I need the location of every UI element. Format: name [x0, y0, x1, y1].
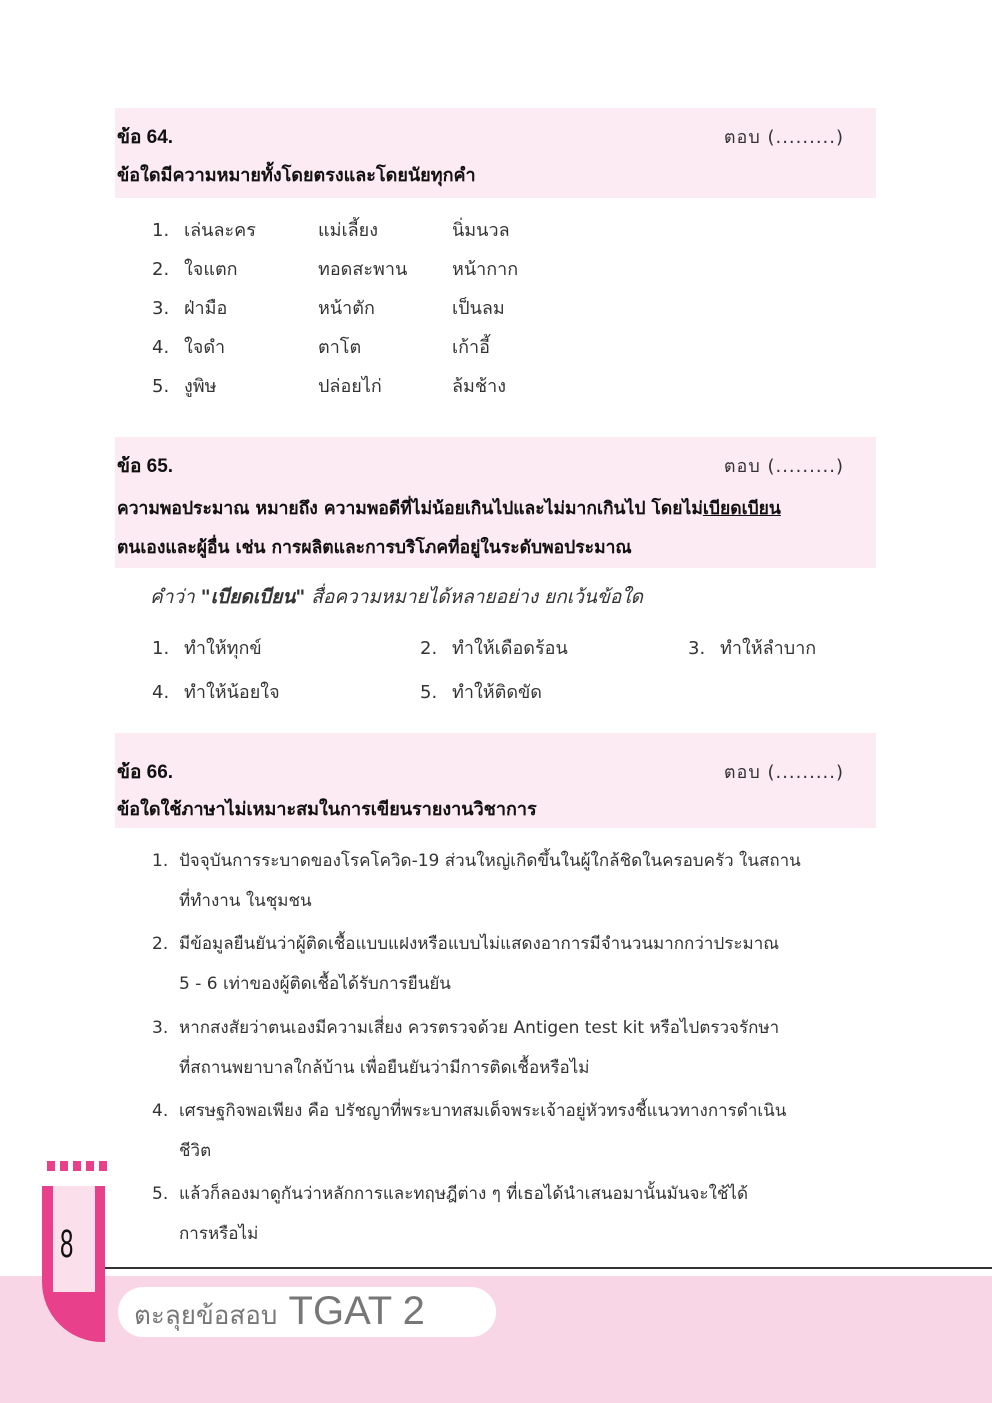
option-word: งูพิษ — [184, 376, 217, 397]
option-text-continued: ที่ทำงาน ในชุมชน — [179, 891, 312, 911]
question-number: ข้อ 66. — [117, 762, 174, 783]
question-stem: ข้อใดใช้ภาษาไม่เหมาะสมในการเขียนรายงานวิชาการ — [117, 799, 537, 820]
option-item — [152, 1091, 876, 1171]
option-text: ทำให้ทุกข์ — [184, 638, 262, 659]
book-title-thai: ตะลุยข้อสอบ — [134, 1300, 278, 1330]
option-text-continued: การหรือไม่ — [179, 1224, 259, 1244]
option-text-continued: ชีวิต — [179, 1141, 212, 1161]
option-text: ทำให้ติดขัด — [452, 682, 542, 703]
option-row — [688, 633, 816, 662]
option-word: เล่นละคร — [184, 220, 256, 241]
book-title-pill — [118, 1287, 496, 1337]
option-number: 3. — [152, 298, 170, 319]
option-text-continued: 5 - 6 เท่าของผู้ติดเชื้อได้รับการยืนยัน — [179, 974, 451, 994]
option-text-continued: ที่สถานพยาบาลใกล้บ้าน เพื่อยืนยันว่ามีการติดเชื้อหรือไม่ — [179, 1058, 590, 1078]
option-number: 2. — [420, 638, 438, 659]
question-number: ข้อ 65. — [117, 456, 174, 477]
option-word: เป็นลม — [452, 298, 505, 319]
question-stem-line-2: ตนเองและผู้อื่น เช่น การผลิตและการบริโภคที่อยู่ในระดับพอประมาณ — [117, 538, 632, 558]
option-word: หน้าตัก — [318, 298, 375, 319]
question-stem: ข้อใดมีความหมายทั้งโดยตรงและโดยนัยทุกคำ — [117, 165, 476, 186]
option-item — [152, 1008, 876, 1088]
option-word: ใจแตก — [184, 259, 238, 280]
option-text: ทำให้ลำบาก — [720, 638, 817, 659]
answer-blank: ตอบ (.........) — [723, 456, 844, 477]
option-number: 1. — [152, 220, 170, 241]
option-number: 3. — [152, 1018, 169, 1038]
option-number: 5. — [152, 1184, 169, 1204]
option-word: ตาโต — [318, 337, 362, 358]
option-word: ใจดำ — [184, 337, 226, 358]
option-row — [152, 293, 227, 322]
option-item — [152, 841, 876, 921]
option-text: ทำให้น้อยใจ — [184, 682, 280, 703]
option-row — [152, 254, 238, 283]
option-word: แม่เลี้ยง — [318, 220, 378, 241]
question-65-header — [115, 437, 876, 568]
answer-blank: ตอบ (.........) — [723, 762, 844, 783]
option-row — [152, 332, 225, 361]
option-word: เก้าอี้ — [452, 337, 490, 358]
option-word: ปล่อยไก่ — [318, 376, 382, 397]
option-number: 2. — [152, 259, 170, 280]
book-title-latin: TGAT 2 — [288, 1289, 425, 1333]
option-row — [152, 371, 217, 400]
footer-divider — [103, 1267, 992, 1269]
option-text: เศรษฐกิจพอเพียง คือ ปรัชญาที่พระบาทสมเด็จพระเจ้าอยู่หัวทรงชี้แนวทางการดำเนิน — [179, 1101, 787, 1121]
question-instruction — [150, 582, 643, 612]
decorative-dots — [47, 1159, 107, 1171]
book-title — [134, 1289, 425, 1336]
option-word: นิ่มนวล — [452, 220, 510, 241]
option-text: มีข้อมูลยืนยันว่าผู้ติดเชื้อแบบแฝงหรือแบบไม่แสดงอาการมีจำนวนมากกว่าประมาณ — [179, 934, 780, 954]
stem-text: ความพอประมาณ หมายถึง ความพอดีที่ไม่น้อยเกินไปและไม่มากเกินไป โดยไม่ — [117, 499, 703, 519]
answer-blank: ตอบ (.........) — [723, 127, 844, 148]
instruction-text: สื่อความหมายได้หลายอย่าง ยกเว้นข้อใด — [305, 586, 643, 608]
option-text: ทำให้เดือดร้อน — [452, 638, 568, 659]
question-number: ข้อ 64. — [117, 127, 174, 148]
option-number: 3. — [688, 638, 706, 659]
instruction-text: คำว่า — [150, 586, 201, 608]
option-number: 5. — [420, 682, 438, 703]
option-item — [152, 924, 876, 1004]
question-stem-line-1 — [117, 494, 781, 522]
underlined-word: เบียดเบียน — [702, 499, 781, 519]
option-word: หน้ากาก — [452, 259, 519, 280]
option-row — [420, 633, 568, 662]
option-number: 2. — [152, 934, 169, 954]
question-64-header — [115, 108, 876, 198]
question-66-header — [115, 733, 876, 828]
option-item — [152, 1174, 876, 1254]
option-word: ฝ่ามือ — [184, 298, 228, 319]
option-text: แล้วก็ลองมาดูกันว่าหลักการและทฤษฎีต่าง ๆ ที่เธอได้นำเสนอมานั้นมันจะใช้ได้ — [179, 1184, 748, 1204]
page-number: 8 — [60, 1222, 74, 1266]
option-row — [420, 677, 542, 706]
option-number: 1. — [152, 851, 169, 871]
option-word: ทอดสะพาน — [318, 259, 408, 280]
option-word: ล้มช้าง — [452, 376, 507, 397]
option-row — [152, 677, 280, 706]
option-text: หากสงสัยว่าตนเองมีความเสี่ยง ควรตรวจด้วย Antigen test kit หรือไปตรวจรักษา — [179, 1018, 780, 1038]
option-row — [152, 215, 256, 244]
quoted-word: "เบียดเบียน" — [200, 586, 306, 608]
option-row — [152, 633, 262, 662]
option-number: 4. — [152, 1101, 169, 1121]
option-number: 1. — [152, 638, 170, 659]
option-number: 4. — [152, 682, 170, 703]
option-text: ปัจจุบันการระบาดของโรคโควิด-19 ส่วนใหญ่เกิดขึ้นในผู้ใกล้ชิดในครอบครัว ในสถาน — [179, 851, 801, 871]
option-number: 4. — [152, 337, 170, 358]
option-number: 5. — [152, 376, 170, 397]
